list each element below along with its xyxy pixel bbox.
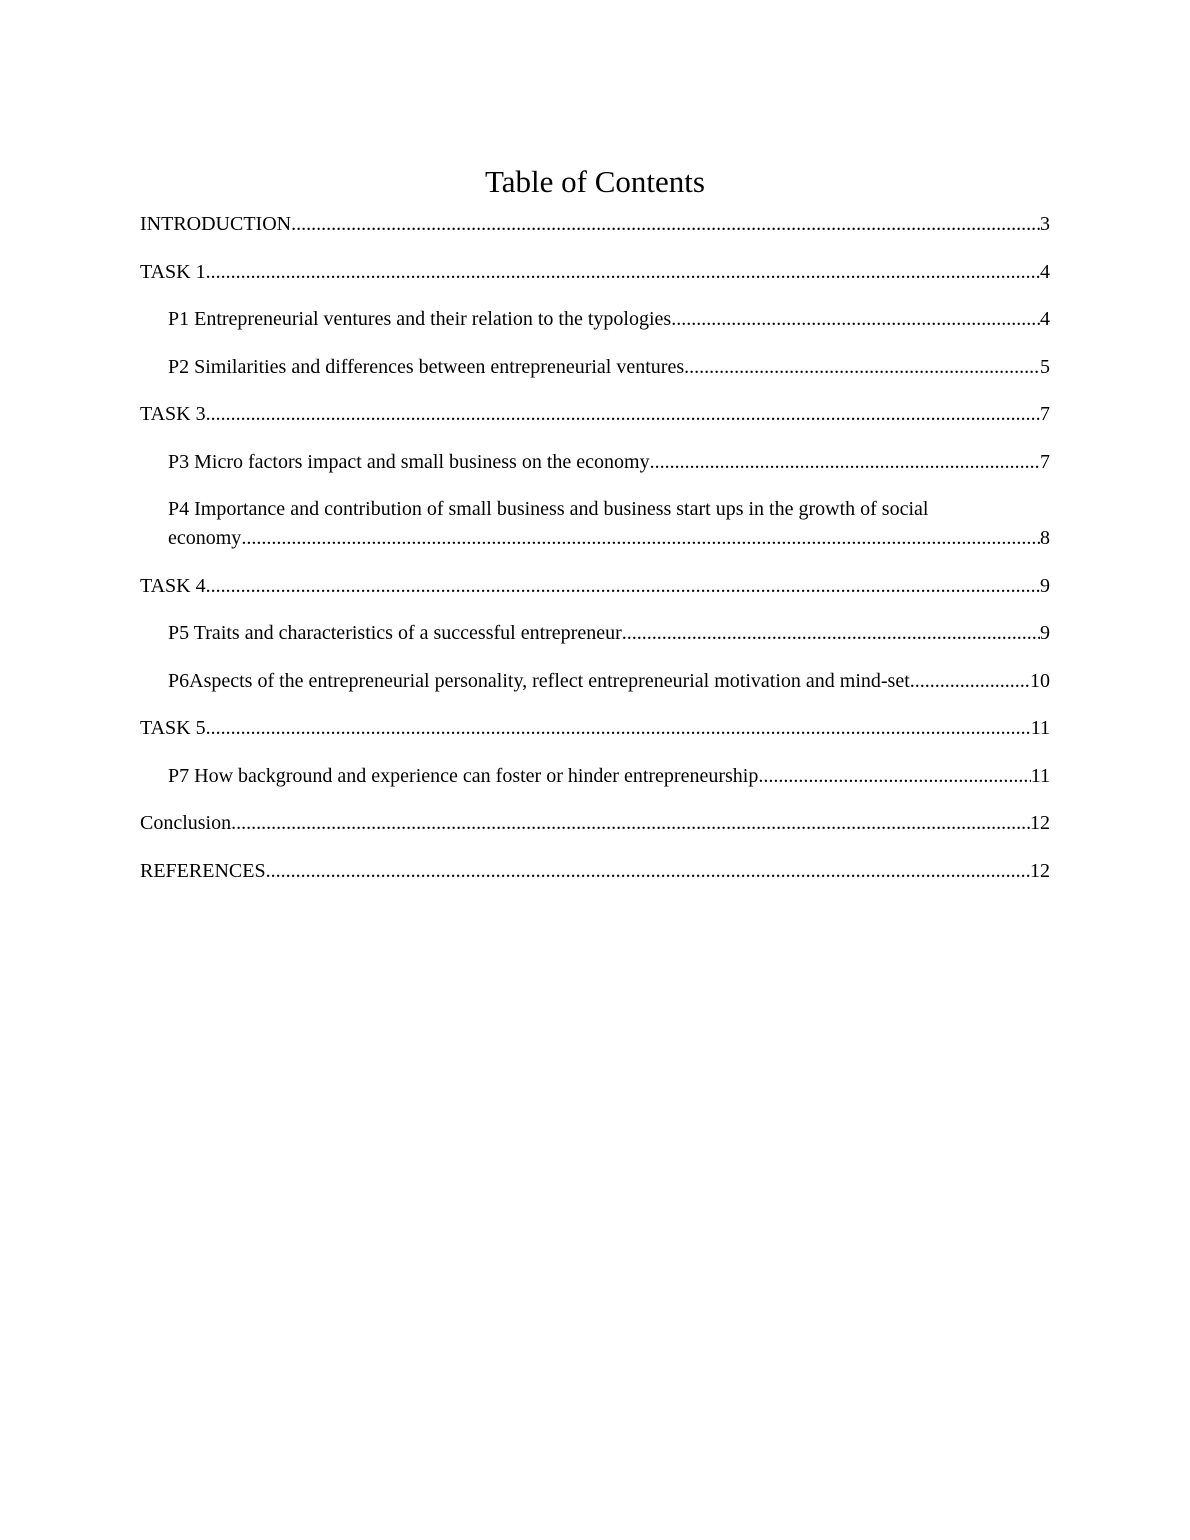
toc-dot-leader xyxy=(291,210,1040,239)
toc-page-number: 9 xyxy=(1040,622,1050,644)
toc-entry-p1[interactable] xyxy=(140,305,1050,334)
toc-dot-leader xyxy=(206,258,1040,287)
toc-dot-leader xyxy=(671,305,1040,334)
toc-entry-p3[interactable] xyxy=(140,448,1050,477)
toc-dot-leader xyxy=(206,400,1040,429)
toc-page-number: 11 xyxy=(1030,764,1050,787)
toc-entry-label: P7 How background and experience can foster or hinder entrepreneurship xyxy=(168,764,759,787)
toc-entry-label: P1 Entrepreneurial ventures and their relation to the typologies xyxy=(168,308,672,330)
toc-entry-conclusion[interactable] xyxy=(140,809,1050,838)
toc-entry-label: INTRODUCTION xyxy=(140,213,292,235)
toc-entry-task-1[interactable] xyxy=(140,258,1050,287)
toc-entry-p5[interactable] xyxy=(140,619,1050,648)
toc-entry-introduction[interactable] xyxy=(140,210,1050,239)
toc-page-number: 8 xyxy=(1040,527,1050,549)
toc-page-number: 3 xyxy=(1040,213,1050,235)
toc-entry-task-4[interactable] xyxy=(140,572,1050,601)
toc-entry-label: P2 Similarities and differences between entrepreneurial ventures xyxy=(168,355,685,378)
toc-entry-label: TASK 3 xyxy=(140,403,206,425)
toc-page-number: 11 xyxy=(1030,717,1050,739)
toc-entry-label: P5 Traits and characteristics of a successful entrepreneur xyxy=(168,622,622,644)
toc-dot-leader xyxy=(231,809,1030,838)
toc-dot-leader xyxy=(684,353,1040,382)
toc-entry-p6[interactable] xyxy=(140,667,1050,696)
toc-page-number: 7 xyxy=(1040,403,1050,425)
toc-dot-leader xyxy=(266,857,1030,886)
toc-entry-task-5[interactable] xyxy=(140,714,1050,743)
toc-dot-leader xyxy=(622,619,1040,648)
toc-dot-leader xyxy=(241,524,1040,553)
toc-dot-leader xyxy=(206,572,1040,601)
toc-entry-label: Conclusion xyxy=(140,812,232,834)
toc-page-number: 4 xyxy=(1040,260,1050,283)
toc-dot-leader xyxy=(758,762,1030,791)
toc-entry-label: P6Aspects of the entrepreneurial personality, reflect entrepreneurial motivation and mind-set xyxy=(168,669,910,692)
toc-page-number: 7 xyxy=(1040,450,1050,473)
toc-entry-label: TASK 1 xyxy=(140,260,206,283)
toc-entry-label: TASK 4 xyxy=(140,574,206,597)
toc-entry-references[interactable] xyxy=(140,857,1050,886)
toc-dot-leader xyxy=(206,714,1031,743)
toc-entry-label: P3 Micro factors impact and small business on the economy xyxy=(168,450,650,473)
toc-title: Table of Contents xyxy=(485,164,705,199)
toc-entry-label: TASK 5 xyxy=(140,717,206,739)
toc-entry-p7[interactable] xyxy=(140,762,1050,791)
toc-entry-label-line1: P4 Importance and contribution of small business and business start ups in the growth of social xyxy=(168,498,929,520)
toc-entry-p2[interactable] xyxy=(140,353,1050,382)
toc-page-number: 4 xyxy=(1040,308,1050,330)
toc-entry-p4[interactable] xyxy=(140,495,1050,553)
toc-dot-leader xyxy=(910,667,1030,696)
toc-page-number: 5 xyxy=(1040,355,1050,378)
toc-page-number: 9 xyxy=(1040,574,1050,597)
toc-entry-label-line2: economy xyxy=(168,527,242,549)
toc-page-number: 12 xyxy=(1030,859,1050,882)
toc-page-number: 10 xyxy=(1030,669,1050,692)
toc-list xyxy=(140,210,1050,904)
toc-entry-line2 xyxy=(168,524,1050,553)
toc-entry-label: REFERENCES xyxy=(140,859,266,882)
toc-dot-leader xyxy=(650,448,1040,477)
toc-page-number: 12 xyxy=(1030,812,1050,834)
toc-entry-task-3[interactable] xyxy=(140,400,1050,429)
